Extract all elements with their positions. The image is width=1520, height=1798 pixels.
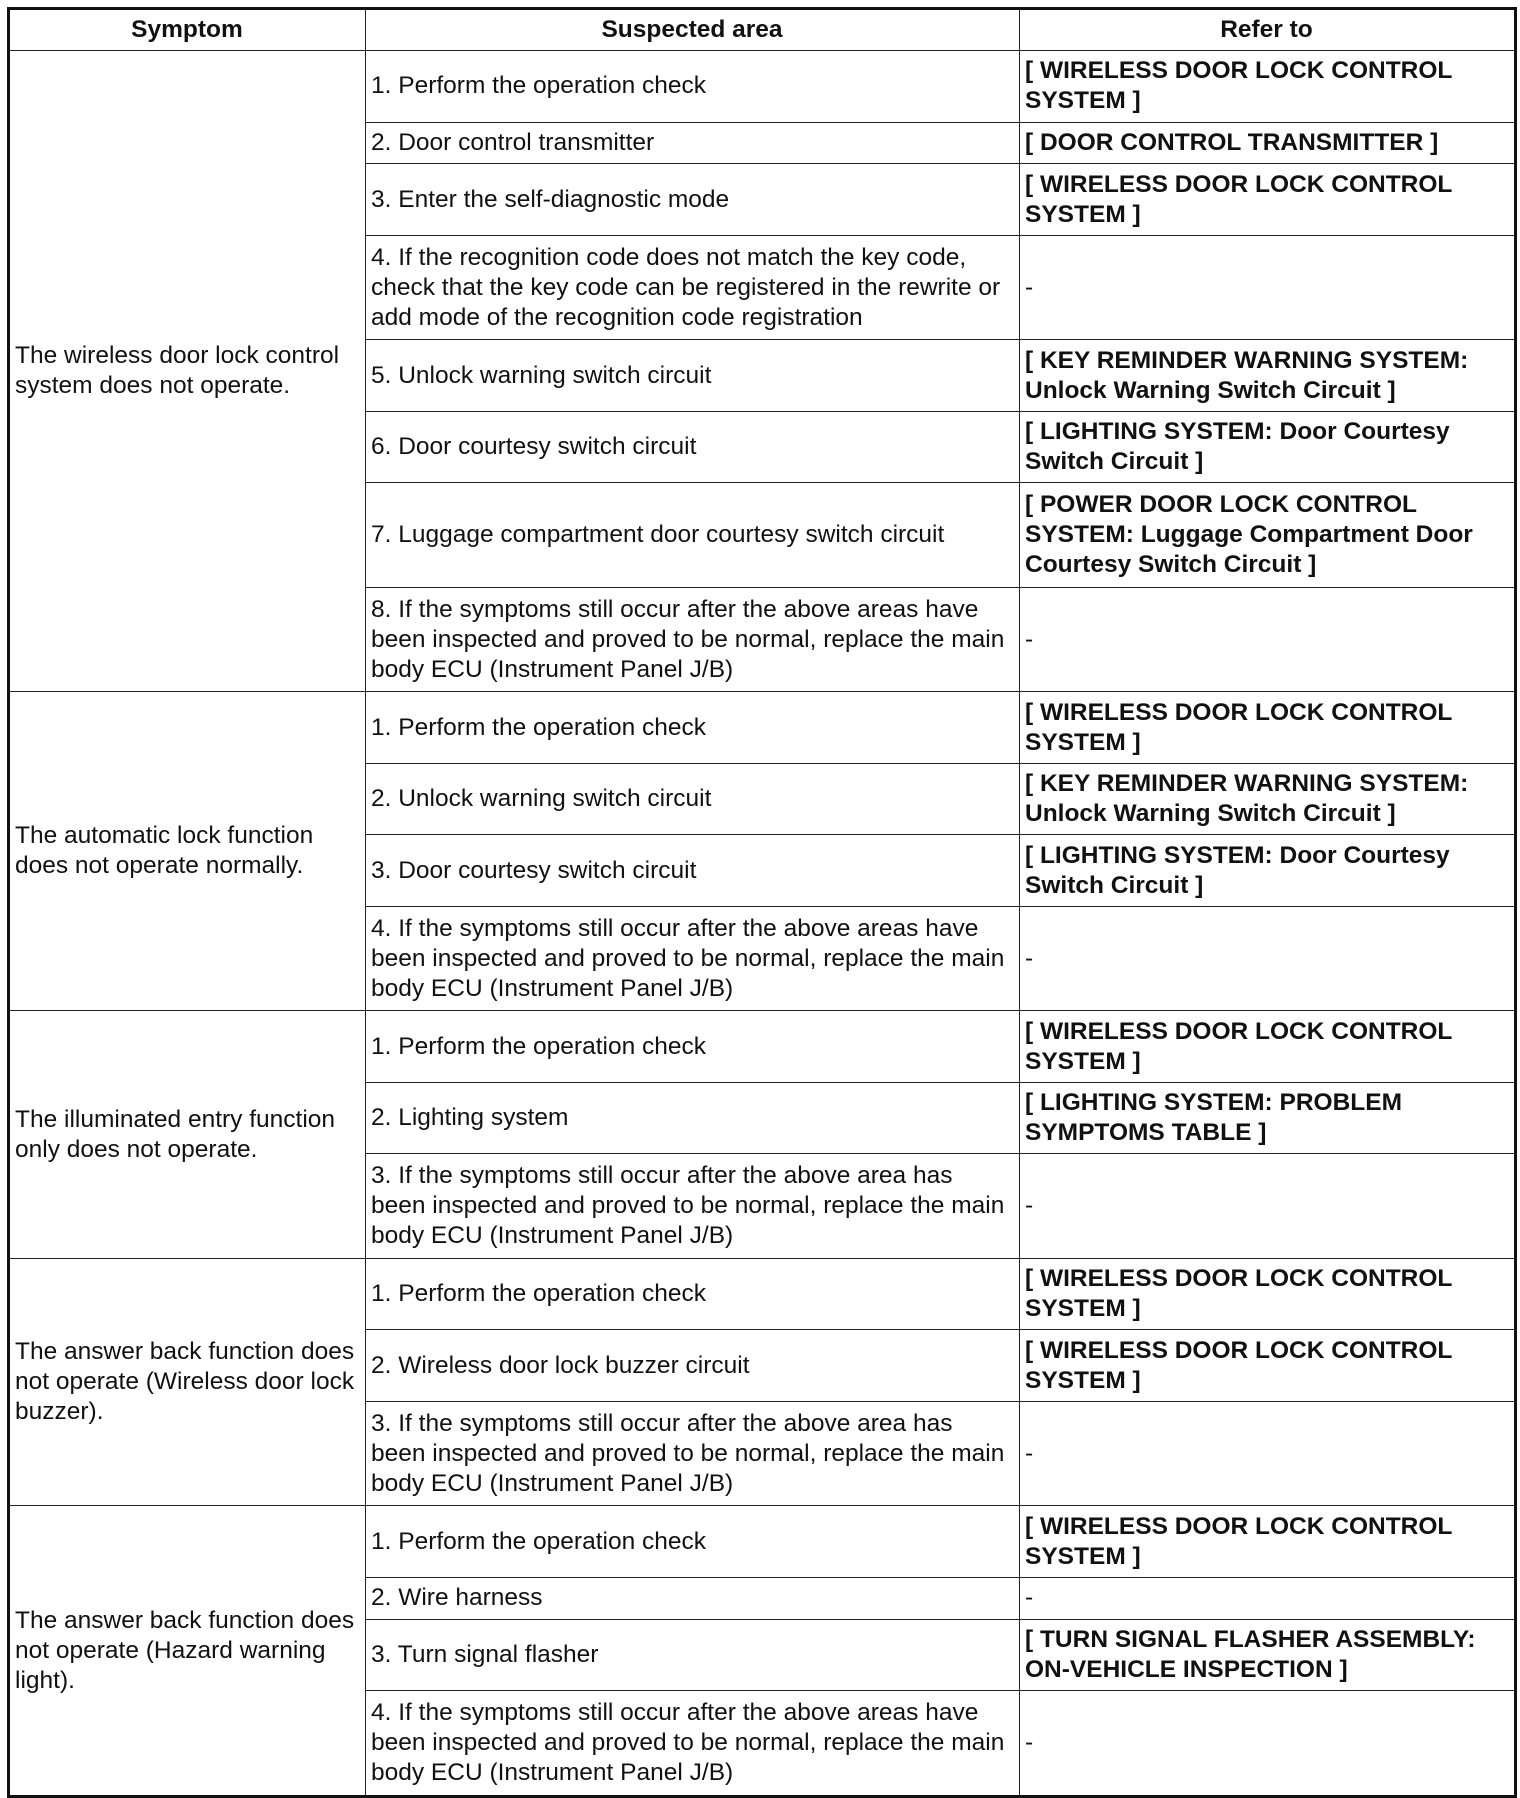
refer-to-cell: [ WIRELESS DOOR LOCK CONTROL SYSTEM ]: [1020, 164, 1516, 236]
refer-to-cell: [ POWER DOOR LOCK CONTROL SYSTEM: Luggage Compartment Door Courtesy Switch Circuit ]: [1020, 483, 1516, 588]
suspected-area-cell: 1. Perform the operation check: [366, 692, 1020, 764]
refer-to-cell: [ KEY REMINDER WARNING SYSTEM: Unlock Warning Switch Circuit ]: [1020, 763, 1516, 835]
refer-to-cell: [ WIRELESS DOOR LOCK CONTROL SYSTEM ]: [1020, 692, 1516, 764]
suspected-area-cell: 4. If the recognition code does not match the key code, check that the key code can be registered in the rewrite or add mode of the recognition code registration: [366, 235, 1020, 340]
header-refer-to: Refer to: [1020, 9, 1516, 51]
refer-to-cell: [ LIGHTING SYSTEM: Door Courtesy Switch Circuit ]: [1020, 411, 1516, 483]
refer-to-cell: -: [1020, 1154, 1516, 1259]
refer-to-cell: [ WIRELESS DOOR LOCK CONTROL SYSTEM ]: [1020, 1330, 1516, 1402]
refer-to-cell: -: [1020, 1691, 1516, 1797]
suspected-area-cell: 2. Lighting system: [366, 1082, 1020, 1154]
refer-to-cell: [ LIGHTING SYSTEM: PROBLEM SYMPTOMS TABLE ]: [1020, 1082, 1516, 1154]
suspected-area-cell: 2. Unlock warning switch circuit: [366, 763, 1020, 835]
suspected-area-cell: 6. Door courtesy switch circuit: [366, 411, 1020, 483]
header-suspected-area: Suspected area: [366, 9, 1020, 51]
table-row: [9, 1011, 1516, 1083]
symptom-cell: The answer back function does not operate (Hazard warning light).: [9, 1506, 366, 1797]
suspected-area-cell: 1. Perform the operation check: [366, 51, 1020, 123]
suspected-area-cell: 2. Wireless door lock buzzer circuit: [366, 1330, 1020, 1402]
symptom-cell: The automatic lock function does not operate normally.: [9, 692, 366, 1011]
suspected-area-cell: 4. If the symptoms still occur after the above areas have been inspected and proved to be normal, replace the main body ECU (Instrument Panel J/B): [366, 906, 1020, 1011]
suspected-area-cell: 4. If the symptoms still occur after the above areas have been inspected and proved to be normal, replace the main body ECU (Instrument Panel J/B): [366, 1691, 1020, 1797]
suspected-area-cell: 1. Perform the operation check: [366, 1258, 1020, 1330]
refer-to-cell: [ WIRELESS DOOR LOCK CONTROL SYSTEM ]: [1020, 51, 1516, 123]
suspected-area-cell: 3. If the symptoms still occur after the above area has been inspected and proved to be normal, replace the main body ECU (Instrument Panel J/B): [366, 1154, 1020, 1259]
suspected-area-cell: 1. Perform the operation check: [366, 1506, 1020, 1578]
table-row: [9, 692, 1516, 764]
refer-to-cell: -: [1020, 1577, 1516, 1619]
symptom-cell: The answer back function does not operate (Wireless door lock buzzer).: [9, 1258, 366, 1506]
suspected-area-cell: 3. If the symptoms still occur after the above area has been inspected and proved to be normal, replace the main body ECU (Instrument Panel J/B): [366, 1401, 1020, 1506]
refer-to-cell: [ DOOR CONTROL TRANSMITTER ]: [1020, 122, 1516, 164]
problem-symptoms-table: [7, 7, 1517, 1798]
suspected-area-cell: 2. Wire harness: [366, 1577, 1020, 1619]
symptom-cell: The wireless door lock control system does not operate.: [9, 51, 366, 692]
suspected-area-cell: 3. Turn signal flasher: [366, 1619, 1020, 1691]
refer-to-cell: -: [1020, 235, 1516, 340]
header-symptom: Symptom: [9, 9, 366, 51]
refer-to-cell: [ LIGHTING SYSTEM: Door Courtesy Switch Circuit ]: [1020, 835, 1516, 907]
refer-to-cell: [ TURN SIGNAL FLASHER ASSEMBLY: ON-VEHICLE INSPECTION ]: [1020, 1619, 1516, 1691]
suspected-area-cell: 5. Unlock warning switch circuit: [366, 340, 1020, 412]
table-row: [9, 51, 1516, 123]
refer-to-cell: [ WIRELESS DOOR LOCK CONTROL SYSTEM ]: [1020, 1011, 1516, 1083]
refer-to-cell: -: [1020, 1401, 1516, 1506]
suspected-area-cell: 8. If the symptoms still occur after the above areas have been inspected and proved to be normal, replace the main body ECU (Instrument Panel J/B): [366, 587, 1020, 692]
refer-to-cell: [ WIRELESS DOOR LOCK CONTROL SYSTEM ]: [1020, 1506, 1516, 1578]
suspected-area-cell: 3. Enter the self-diagnostic mode: [366, 164, 1020, 236]
suspected-area-cell: 3. Door courtesy switch circuit: [366, 835, 1020, 907]
refer-to-cell: [ WIRELESS DOOR LOCK CONTROL SYSTEM ]: [1020, 1258, 1516, 1330]
symptom-cell: The illuminated entry function only does not operate.: [9, 1011, 366, 1259]
table-row: [9, 1506, 1516, 1578]
refer-to-cell: [ KEY REMINDER WARNING SYSTEM: Unlock Warning Switch Circuit ]: [1020, 340, 1516, 412]
suspected-area-cell: 7. Luggage compartment door courtesy switch circuit: [366, 483, 1020, 588]
refer-to-cell: -: [1020, 906, 1516, 1011]
suspected-area-cell: 1. Perform the operation check: [366, 1011, 1020, 1083]
header-row: [9, 9, 1516, 51]
refer-to-cell: -: [1020, 587, 1516, 692]
table-row: [9, 1258, 1516, 1330]
suspected-area-cell: 2. Door control transmitter: [366, 122, 1020, 164]
